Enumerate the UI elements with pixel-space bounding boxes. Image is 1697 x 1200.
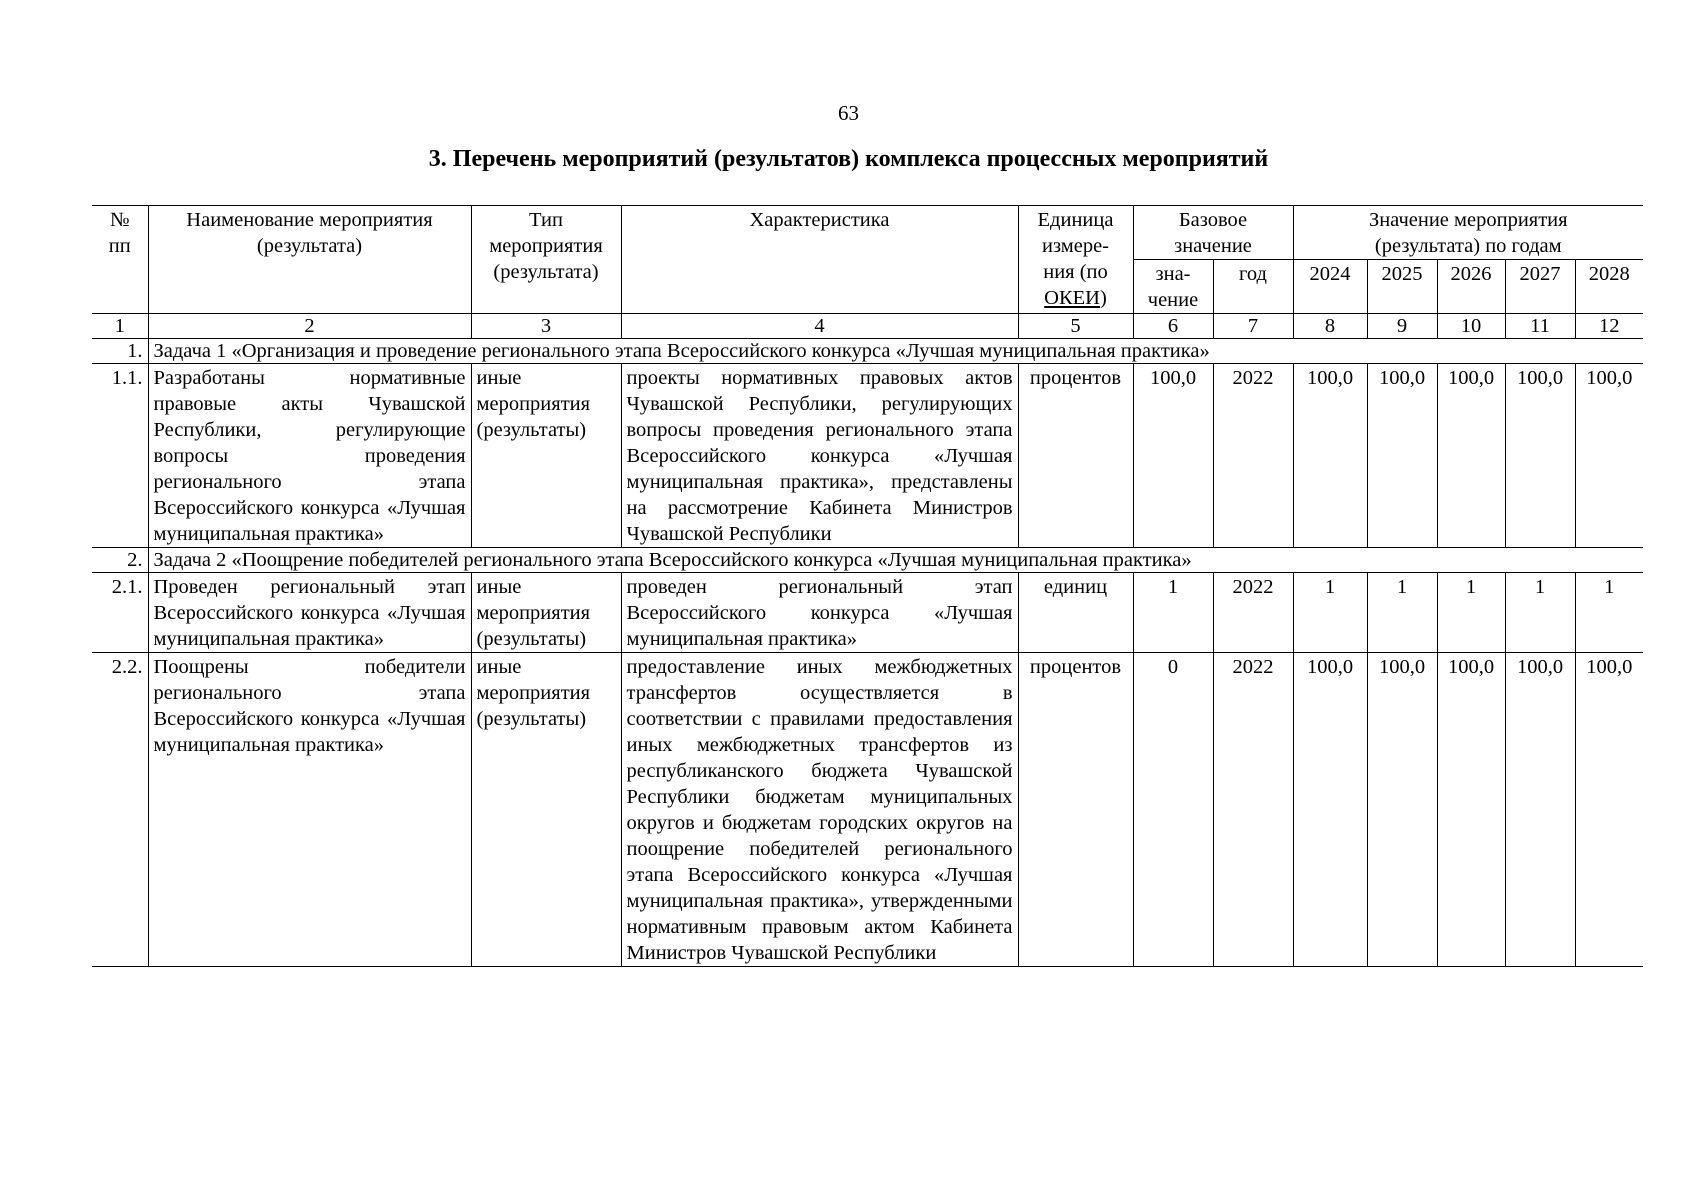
value-2028: 100,0 [1575, 653, 1643, 967]
header-characteristic: Характеристика [621, 206, 1018, 314]
measure-name: Поощрены победители регионального этапа Всероссийского конкурса «Лучшая муниципальная практика» [148, 653, 471, 967]
column-number: 3 [471, 314, 621, 339]
value-2027: 100,0 [1505, 364, 1575, 548]
value-2026: 100,0 [1437, 653, 1505, 967]
base-value: 100,0 [1133, 364, 1213, 548]
header-base-line1: Базовое [1178, 209, 1248, 231]
column-number: 5 [1018, 314, 1133, 339]
header-year-2026: 2026 [1437, 260, 1505, 314]
header-type-line1: Тип [529, 209, 563, 231]
table-row [92, 653, 1643, 967]
column-number: 12 [1575, 314, 1643, 339]
value-2027: 100,0 [1505, 653, 1575, 967]
base-value: 0 [1133, 653, 1213, 967]
row-number: 2.1. [92, 573, 148, 653]
value-2025: 1 [1367, 573, 1437, 653]
document-title: 3. Перечень мероприятий (результатов) комплекса процессных мероприятий [428, 146, 1269, 172]
header-year-2025: 2025 [1367, 260, 1437, 314]
row-number: 2.2. [92, 653, 148, 967]
measure-characteristic: предоставление иных межбюджетных трансфертов осуществляется в соответствии с правилами предоставления иных межбюджетных трансфертов из республиканского бюджета Чувашской Республики бюджетам муниципальных округов и бюджетам городских округов на поощрение победителей регионального этапа Всероссийского конкурса «Лучшая муниципальная практика», утвержденными нормативным правовым актом Кабинета Министров Чувашской Республики [621, 653, 1018, 967]
header-unit-line3: ния (по [1043, 261, 1108, 283]
measure-unit: процентов [1018, 364, 1133, 548]
task-row-2 [92, 548, 1643, 573]
row-number: 1.1. [92, 364, 148, 548]
column-number: 11 [1505, 314, 1575, 339]
column-number: 7 [1213, 314, 1293, 339]
header-base-year: год [1213, 260, 1293, 314]
header-year-2028: 2028 [1575, 260, 1643, 314]
header-num-line2: пп [108, 235, 131, 257]
measure-characteristic: проведен региональный этап Всероссийского конкурса «Лучшая муниципальная практика» [621, 573, 1018, 653]
header-type-line2: мероприятия [489, 235, 603, 257]
value-2026: 100,0 [1437, 364, 1505, 548]
header-num [92, 206, 148, 314]
page-number: 63 [838, 101, 859, 125]
column-number: 6 [1133, 314, 1213, 339]
column-number: 1 [92, 314, 148, 339]
column-number: 10 [1437, 314, 1505, 339]
header-years-line1: Значение мероприятия [1368, 209, 1568, 231]
measure-characteristic: проекты нормативных правовых актов Чувашской Республики, регулирующих вопросы проведения регионального этапа Всероссийского конкурса «Лучшая муниципальная практика», представлены на рассмотрение Кабинета Министров Чувашской Республики [621, 364, 1018, 548]
header-type [471, 206, 621, 314]
header-num-line1: № [109, 209, 130, 231]
header-name-line1: Наименование мероприятия [186, 209, 433, 231]
base-year: 2022 [1213, 573, 1293, 653]
value-2024: 100,0 [1293, 364, 1367, 548]
header-year-2027: 2027 [1505, 260, 1575, 314]
measure-type: иные мероприятия (результаты) [471, 653, 621, 967]
value-2026: 1 [1437, 573, 1505, 653]
measure-type: иные мероприятия (результаты) [471, 364, 621, 548]
task-title: Задача 2 «Поощрение победителей регионального этапа Всероссийского конкурса «Лучшая муниципальная практика» [148, 548, 1643, 573]
task-number: 1. [92, 339, 148, 364]
header-unit-close: ) [1099, 287, 1107, 309]
header-name [148, 206, 471, 314]
value-2025: 100,0 [1367, 653, 1437, 967]
base-value: 1 [1133, 573, 1213, 653]
column-number: 2 [148, 314, 471, 339]
header-row-1 [92, 206, 1643, 260]
header-base-value-line1: зна- [1155, 263, 1191, 285]
task-number: 2. [92, 548, 148, 573]
column-number: 9 [1367, 314, 1437, 339]
task-row-1 [92, 339, 1643, 364]
measures-table [92, 205, 1643, 967]
header-years-line2: (результата) по годам [1374, 235, 1562, 257]
header-base [1133, 206, 1293, 260]
column-number: 4 [621, 314, 1018, 339]
measure-unit: единиц [1018, 573, 1133, 653]
base-year: 2022 [1213, 653, 1293, 967]
header-type-line3: (результата) [493, 261, 599, 283]
value-2024: 100,0 [1293, 653, 1367, 967]
header-unit-line1: Единица [1037, 209, 1114, 231]
column-number-row [92, 314, 1643, 339]
value-2028: 1 [1575, 573, 1643, 653]
header-name-line2: (результата) [256, 235, 363, 257]
header-base-line2: значение [1174, 235, 1252, 257]
header-base-value [1133, 260, 1213, 314]
measure-name: Проведен региональный этап Всероссийского конкурса «Лучшая муниципальная практика» [148, 573, 471, 653]
measure-unit: процентов [1018, 653, 1133, 967]
task-title: Задача 1 «Организация и проведение регионального этапа Всероссийского конкурса «Лучшая муниципальная практика» [148, 339, 1643, 364]
header-years [1293, 206, 1643, 260]
value-2024: 1 [1293, 573, 1367, 653]
measure-name: Разработаны нормативные правовые акты Чувашской Республики, регулирующие вопросы проведения регионального этапа Всероссийского конкурса «Лучшая муниципальная практика» [148, 364, 471, 548]
header-base-value-line2: чение [1147, 289, 1199, 311]
value-2028: 100,0 [1575, 364, 1643, 548]
column-number: 8 [1293, 314, 1367, 339]
measure-type: иные мероприятия (результаты) [471, 573, 621, 653]
header-unit [1018, 206, 1133, 314]
okei-link: ОКЕИ [1044, 287, 1100, 309]
base-year: 2022 [1213, 364, 1293, 548]
header-unit-line2: измере- [1041, 235, 1110, 257]
header-year-2024: 2024 [1293, 260, 1367, 314]
table-row [92, 364, 1643, 548]
value-2027: 1 [1505, 573, 1575, 653]
value-2025: 100,0 [1367, 364, 1437, 548]
table-row [92, 573, 1643, 653]
header-unit-line4 [1024, 285, 1128, 311]
